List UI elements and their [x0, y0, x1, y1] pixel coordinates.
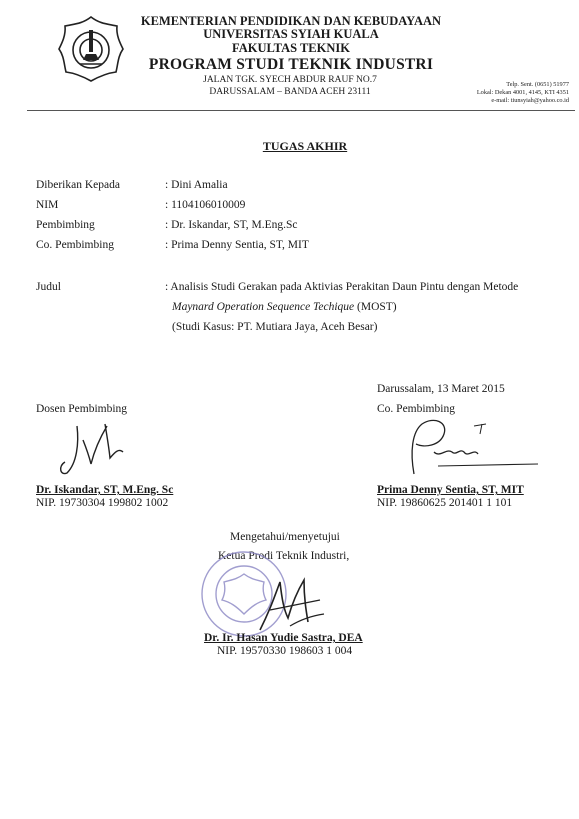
thesis-title-method: Maynard Operation Sequence Techique: [172, 301, 355, 313]
left-signature: [55, 418, 130, 483]
thesis-title-line1: : Analisis Studi Gerakan pada Aktivias Perakitan Daun Pintu dengan Metode: [165, 281, 519, 293]
header-extension: Lokal: Dekan 4001, 4145, KTI 4351: [476, 89, 569, 96]
header-university: UNIVERSITAS SYIAH KUALA: [203, 27, 379, 41]
field-label-nim: NIM: [36, 199, 59, 211]
field-label-supervisor: Pembimbing: [36, 219, 95, 231]
header-email: e-mail: tiunsyiah@yahoo.co.id: [491, 97, 569, 104]
right-signatory-role: Co. Pembimbing: [377, 403, 455, 415]
header-program: PROGRAM STUDI TEKNIK INDUSTRI: [148, 56, 434, 73]
field-label-co-supervisor: Co. Pembimbing: [36, 239, 114, 251]
left-signatory-name: Dr. Iskandar, ST, M.Eng. Sc: [36, 484, 174, 496]
header-address-line2: DARUSSALAM – BANDA ACEH 23111: [209, 87, 371, 97]
document-title: TUGAS AKHIR: [262, 139, 348, 153]
field-value-co-supervisor: : Prima Denny Sentia, ST, MIT: [165, 239, 309, 251]
field-value-supervisor: : Dr. Iskandar, ST, M.Eng.Sc: [165, 219, 298, 231]
field-label-title: Judul: [36, 281, 61, 293]
thesis-title-line2: [172, 301, 397, 313]
thesis-title-line3: (Studi Kasus: PT. Mutiara Jaya, Aceh Besar): [172, 321, 378, 333]
department-head-name: Dr. Ir. Hasan Yudie Sastra, DEA: [204, 632, 363, 644]
left-signatory-role: Dosen Pembimbing: [36, 403, 128, 415]
header-address-line1: JALAN TGK. SYECH ABDUR RAUF NO.7: [203, 75, 377, 85]
university-logo: [56, 14, 126, 84]
approval-label: Mengetahui/menyetujui: [230, 531, 340, 543]
field-value-nim: : 1104106010009: [165, 199, 246, 211]
field-label-recipient: Diberikan Kepada: [36, 179, 120, 191]
field-value-recipient: : Dini Amalia: [165, 179, 228, 191]
header-phone: Telp. Sent. (0651) 51977: [506, 81, 569, 88]
header-ministry: KEMENTERIAN PENDIDIKAN DAN KEBUDAYAAN: [140, 14, 442, 28]
center-signature: [250, 570, 340, 638]
department-head-role: Ketua Prodi Teknik Industri,: [218, 550, 350, 562]
left-signatory-nip: NIP. 19730304 199802 1002: [36, 497, 169, 509]
department-head-nip: NIP. 19570330 198603 1 004: [217, 645, 353, 657]
right-signatory-nip: NIP. 19860625 201401 1 101: [377, 497, 513, 509]
thesis-title-method-abbrev: (MOST): [354, 301, 397, 313]
right-signatory-name: Prima Denny Sentia, ST, MIT: [377, 484, 524, 496]
place-date: Darussalam, 13 Maret 2015: [377, 383, 505, 395]
right-signature: [398, 412, 548, 484]
header-faculty: FAKULTAS TEKNIK: [232, 41, 350, 55]
header-divider: [27, 110, 575, 111]
